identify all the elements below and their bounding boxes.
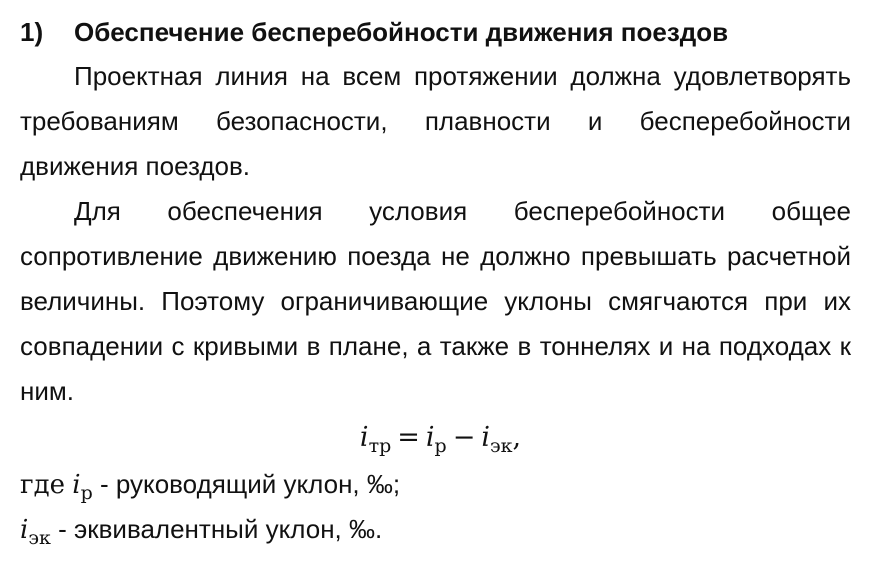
formula-equals: = <box>397 422 420 453</box>
paragraph-2: Для обеспечения условия бесперебойности общее сопротивление движению поезда не должно превышать расчетной величины. Поэтому ограничивающие уклоны смягчаются при их совпадении с кривыми в плане, а также в тоннелях и на подходах к ним. <box>20 196 851 406</box>
definition-ip-var: i <box>72 470 81 500</box>
definition-ip-text: - руководящий уклон, ‰; <box>92 469 401 499</box>
definition-iek-text: - эквивалентный уклон, ‰. <box>50 514 383 544</box>
document-page <box>20 10 851 552</box>
definition-ip-sub: р <box>80 482 93 504</box>
definition-prefix: где <box>20 470 66 500</box>
section-heading <box>20 10 851 54</box>
formula-term1-var: i <box>425 422 435 453</box>
section-title: Обеспечение бесперебойности движения поездов <box>74 17 729 47</box>
formula-term1-sub: р <box>434 435 447 457</box>
paragraph-1: Проектная линия на всем протяжении должна удовлетворять требованиям безопасности, плавности и бесперебойности движения поездов. <box>20 61 851 181</box>
definition-iek-var: i <box>20 515 29 545</box>
formula-term2-var: i <box>481 422 490 453</box>
definition-iek <box>20 507 851 552</box>
formula <box>30 414 851 462</box>
formula-lhs-var: i <box>359 422 369 453</box>
section-number: 1) <box>20 17 44 47</box>
formula-minus: − <box>452 422 476 453</box>
definition-iek-sub: эк <box>28 527 51 549</box>
formula-term2-sub: эк <box>489 435 513 457</box>
definition-ip <box>20 462 851 507</box>
formula-lhs-sub: тр <box>368 435 392 457</box>
formula-tail: , <box>512 422 522 453</box>
